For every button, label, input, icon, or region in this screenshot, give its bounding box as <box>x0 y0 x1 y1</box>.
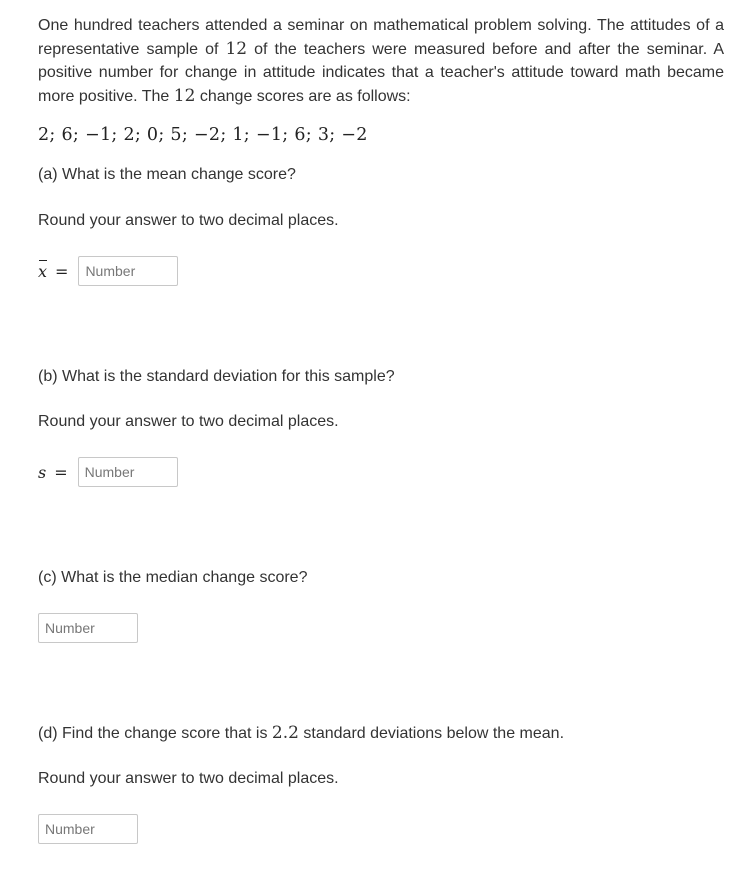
change-score-input[interactable] <box>38 814 138 844</box>
equals-sign: = <box>55 261 69 281</box>
sd-variable: s <box>38 462 47 482</box>
sd-multiplier: 2.2 <box>271 723 299 743</box>
question-c: (c) What is the median change score? <box>38 569 308 586</box>
mean-input[interactable] <box>78 256 178 286</box>
instruction-d: Round your answer to two decimal places. <box>38 770 339 787</box>
score-count: 12 <box>173 85 196 106</box>
change-scores: 2; 6; −1; 2; 0; 5; −2; 1; −1; 6; 3; −2 <box>38 125 368 145</box>
problem-statement <box>38 14 724 108</box>
median-input[interactable] <box>38 613 138 643</box>
equals-sign: = <box>54 462 68 482</box>
intro-text-2: of the teachers were measured before and after the seminar. A positive number for change in attitude indicates that a teacher's attitude toward math became more positive. The <box>38 40 724 105</box>
question-d: (d) Find the change score that is 2.2 standard deviations below the mean. <box>38 723 565 743</box>
answer-row-a <box>38 256 178 286</box>
mean-variable: x <box>38 261 48 281</box>
sd-input[interactable] <box>78 457 178 487</box>
sample-size: 12 <box>225 38 248 59</box>
answer-row-b <box>38 457 178 487</box>
instruction-b: Round your answer to two decimal places. <box>38 413 339 430</box>
xbar-overline <box>39 260 47 261</box>
instruction-a: Round your answer to two decimal places. <box>38 212 339 229</box>
intro-text-3: change scores are as follows: <box>195 87 411 105</box>
question-b: (b) What is the standard deviation for this sample? <box>38 368 395 385</box>
question-a: (a) What is the mean change score? <box>38 166 296 183</box>
intro-text-1: One hundred teachers attended a seminar on mathematical problem solving. The attitudes of a representative sample of <box>38 17 724 58</box>
